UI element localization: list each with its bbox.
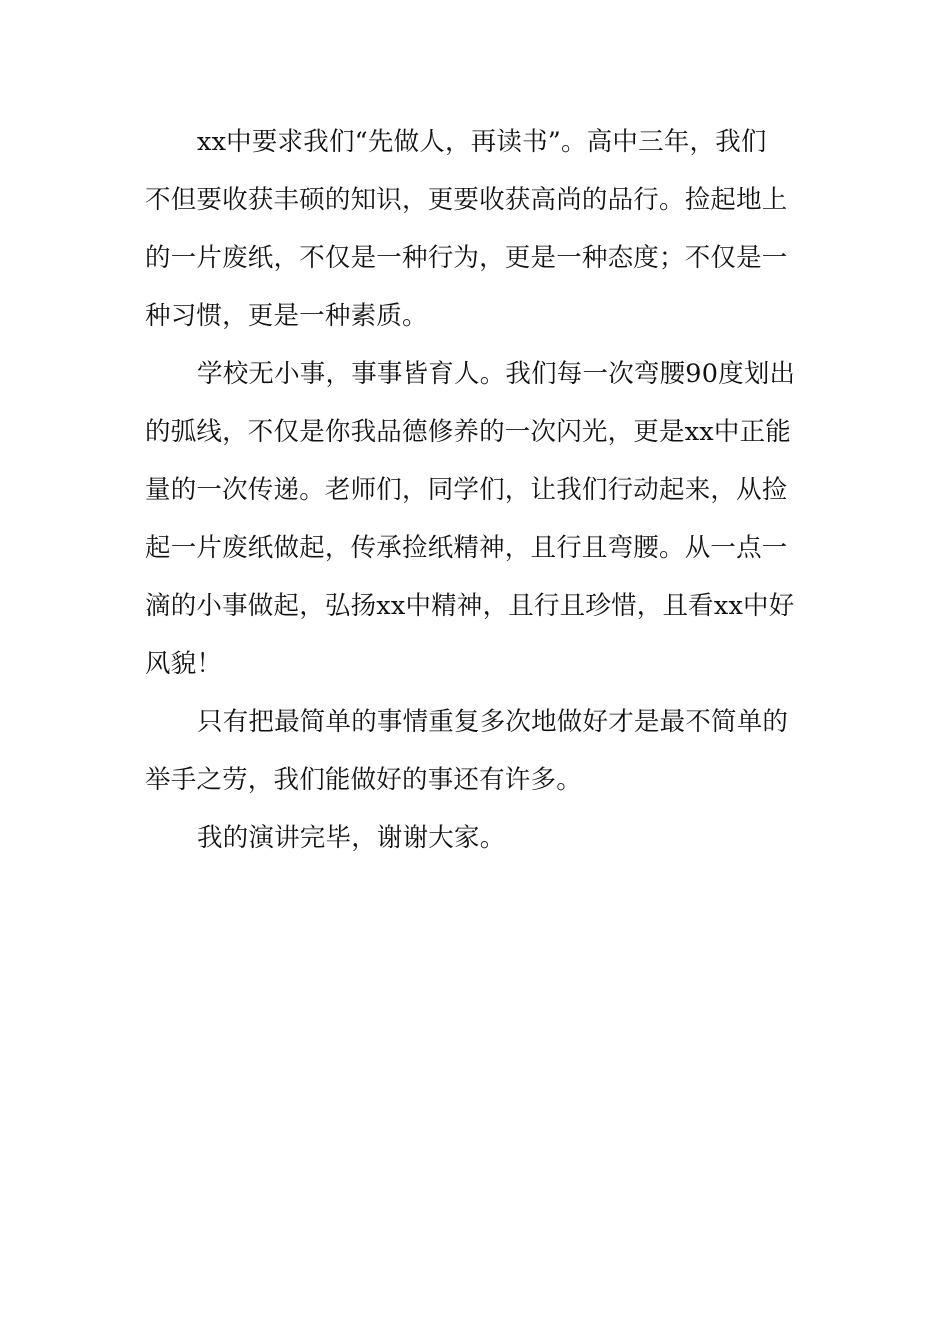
text-line: 只有把最简单的事情重复多次地做好才是最不简单的 [197, 707, 789, 737]
text-line: 种习惯，更是一种素质。 [145, 301, 428, 331]
paragraph-3 [145, 693, 810, 809]
text-line: 起一片废纸做起，传承捡纸精神，且行且弯腰。从一点一 [145, 533, 788, 563]
text-line: 我的演讲完毕，谢谢大家。 [197, 823, 506, 853]
text-line: 学校无小事，事事皆育人。我们每一次弯腰90度划出 [197, 359, 796, 389]
text-line: 举手之劳，我们能做好的事还有许多。 [145, 765, 582, 795]
text-line: 风貌！ [145, 649, 223, 679]
text-line: 量的一次传递。老师们，同学们，让我们行动起来，从捡 [145, 475, 788, 505]
paragraph-4 [145, 809, 810, 867]
text-line: 的弧线，不仅是你我品德修养的一次闪光，更是xx中正能 [145, 417, 791, 447]
text-line: 不但要收获丰硕的知识，更要收获高尚的品行。捡起地上 [145, 185, 788, 215]
text-line: xx中要求我们“先做人，再读书”。高中三年，我们 [197, 127, 767, 157]
paragraph-2 [145, 345, 810, 693]
text-line: 滴的小事做起，弘扬xx中精神，且行且珍惜，且看xx中好 [145, 591, 795, 621]
speech-body [145, 113, 810, 867]
paragraph-1 [145, 113, 810, 345]
text-line: 的一片废纸，不仅是一种行为，更是一种态度；不仅是一 [145, 243, 788, 273]
